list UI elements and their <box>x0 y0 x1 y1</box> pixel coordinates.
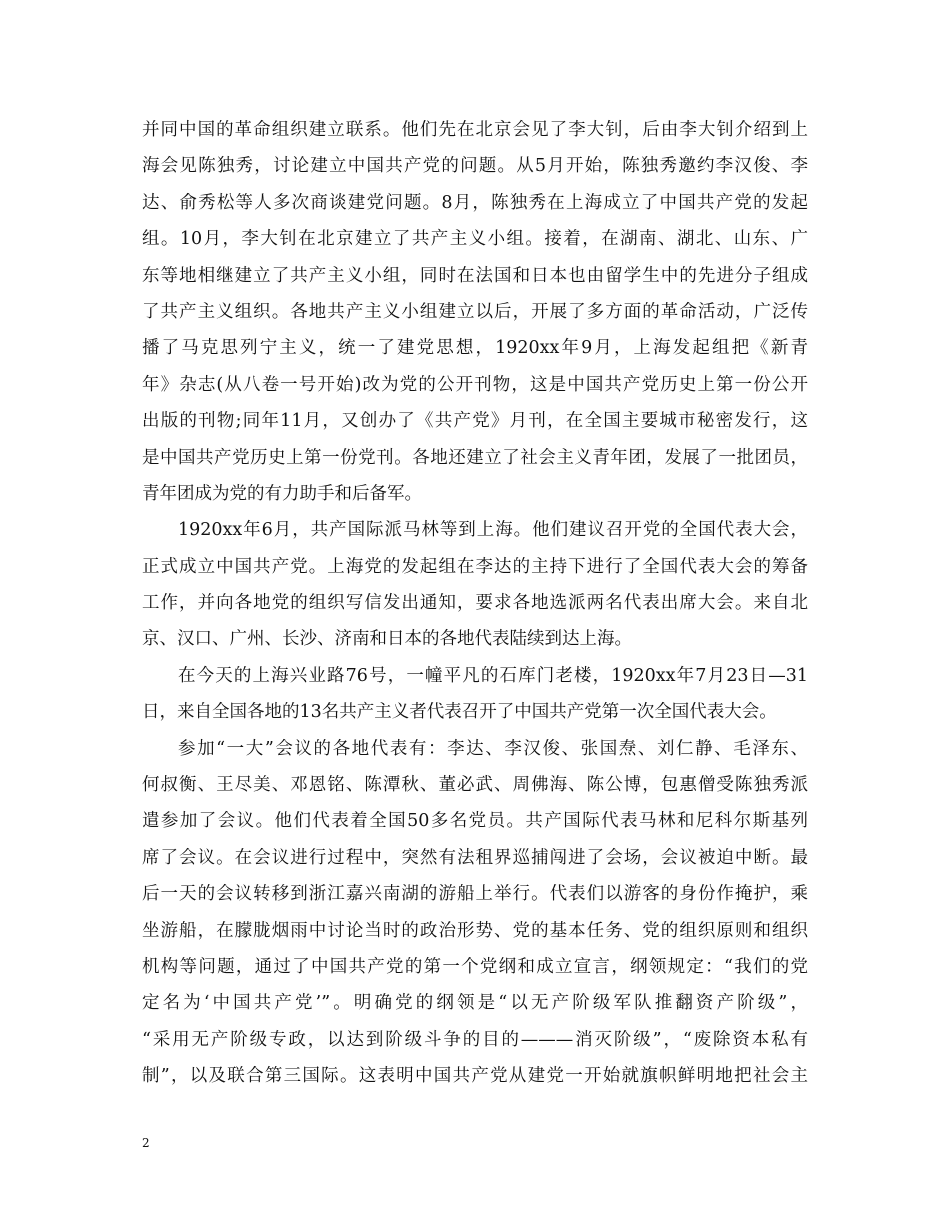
text-line: 京、汉口、广州、长沙、济南和日本的各地代表陆续到达上海。 <box>142 629 632 650</box>
text-line: 了共产主义组织。各地共产主义小组建立以后，开展了多方面的革命活动，广泛传 <box>142 301 808 322</box>
text-line: 席了会议。在会议进行过程中，突然有法租界巡捕闯进了会场，会议被迫中断。最 <box>142 847 808 868</box>
text-line: 何叔衡、王尽美、邓恩铭、陈潭秋、董必武、周佛海、陈公博，包惠僧受陈独秀派 <box>142 775 808 796</box>
text-line: 东等地相继建立了共产主义小组，同时在法国和日本也由留学生中的先进分子组成 <box>142 265 808 286</box>
text-line: 机构等问题，通过了中国共产党的第一个党纲和成立宣言，纲领规定：“我们的党 <box>142 956 808 977</box>
text-line: 播了马克思列宁主义，统一了建党思想，1920xx年9月，上海发起组把《新青 <box>142 338 808 359</box>
text-line: 年》杂志(从八卷一号开始)改为党的公开刊物，这是中国共产党历史上第一份公开 <box>142 374 808 395</box>
text-line: 在今天的上海兴业路76号，一幢平凡的石库门老楼，1920xx年7月23日—31 <box>178 665 808 686</box>
text-line: 是中国共产党历史上第一份党刊。各地还建立了社会主义青年团，发展了一批团员， <box>142 447 808 468</box>
text-line: 坐游船，在朦胧烟雨中讨论当时的政治形势、党的基本任务、党的组织原则和组织 <box>142 920 808 941</box>
text-line: 海会见陈独秀，讨论建立中国共产党的问题。从5月开始，陈独秀邀约李汉俊、李 <box>142 156 808 177</box>
text-line: 参加“一大”会议的各地代表有：李达、李汉俊、张国焘、刘仁静、毛泽东、 <box>178 738 808 759</box>
text-line: 日，来自全国各地的13名共产主义者代表召开了中国共产党第一次全国代表大会。 <box>142 702 777 723</box>
text-line: “采用无产阶级专政，以达到阶级斗争的目的———消灭阶级”，“废除资本私有 <box>142 1029 808 1050</box>
text-line: 遣参加了会议。他们代表着全国50多名党员。共产国际代表马林和尼科尔斯基列 <box>142 811 808 832</box>
text-line: 达、俞秀松等人多次商谈建党问题。8月，陈独秀在上海成立了中国共产党的发起 <box>142 192 808 213</box>
text-line: 定名为‘中国共产党’”。明确党的纲领是“以无产阶级军队推翻资产阶级”， <box>142 993 808 1014</box>
text-line: 组。10月，李大钊在北京建立了共产主义小组。接着，在湖南、湖北、山东、广 <box>142 229 808 250</box>
text-line: 出版的刊物;同年11月，又创办了《共产党》月刊，在全国主要城市秘密发行，这 <box>142 411 808 432</box>
text-line: 正式成立中国共产党。上海党的发起组在李达的主持下进行了全国代表大会的筹备 <box>142 556 808 577</box>
text-line: 工作，并向各地党的组织写信发出通知，要求各地选派两名代表出席大会。来自北 <box>142 593 808 614</box>
text-line: 1920xx年6月，共产国际派马林等到上海。他们建议召开党的全国代表大会， <box>178 520 808 541</box>
text-line: 并同中国的革命组织建立联系。他们先在北京会见了李大钊，后由李大钊介绍到上 <box>142 120 808 140</box>
text-line: 青年团成为党的有力助手和后备军。 <box>142 483 422 504</box>
text-line: 后一天的会议转移到浙江嘉兴南湖的游船上举行。代表们以游客的身份作掩护，乘 <box>142 884 808 905</box>
text-line: 制”，以及联合第三国际。这表明中国共产党从建党一开始就旗帜鲜明地把社会主 <box>142 1066 808 1087</box>
page-number: 2 <box>142 1136 150 1150</box>
document-body <box>142 112 808 1095</box>
